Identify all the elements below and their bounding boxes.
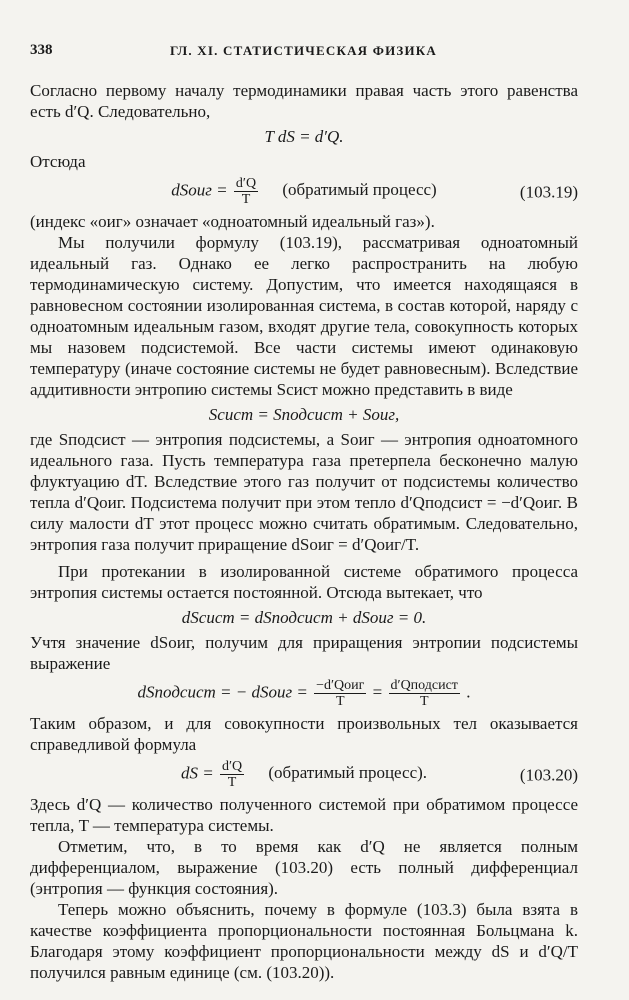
denominator: T bbox=[419, 694, 429, 709]
equals-sign: = bbox=[372, 682, 383, 702]
running-title: ГЛ. XI. СТАТИСТИЧЕСКАЯ ФИЗИКА bbox=[170, 43, 437, 58]
paragraph: При протекании в изолированной системе обратимого процесса энтропия системы остается постоянной. Отсюда вытекает, что bbox=[30, 562, 578, 602]
period: . bbox=[466, 682, 471, 702]
paragraph: Отметим, что, в то время как d′Q не является полным дифференциалом, выражение (103.20) есть полный дифференциал (энтропия — функция состояния). bbox=[30, 837, 578, 898]
page-header bbox=[30, 40, 600, 62]
fraction bbox=[234, 176, 258, 207]
paragraph: Отсюда bbox=[30, 152, 86, 171]
equation-number: (103.20) bbox=[519, 765, 578, 784]
equation-note: (обратимый процесс). bbox=[268, 763, 428, 783]
equation-lhs: dSоиг = bbox=[171, 180, 228, 200]
numerator: d′Qподсист bbox=[390, 678, 458, 693]
equation-lhs: dSподсист = − dSоиг = bbox=[137, 682, 308, 702]
paragraph: Теперь можно объяснить, почему в формуле (103.3) была взята в качестве коэффициента пропорциональности постоянная Больцмана k. Благодаря этому коэффициент пропорциональности между dS и d′Q/T получился равным единице (см. (103.20)). bbox=[30, 900, 578, 982]
equation-lhs: dS = bbox=[180, 763, 214, 783]
numerator: −d′Qоиг bbox=[316, 678, 365, 693]
paragraph: Таким образом, и для совокупности произвольных тел оказывается справедливой формула bbox=[30, 714, 578, 754]
paragraph: (индекс «оиг» означает «одноатомный идеальный газ»). bbox=[30, 212, 435, 231]
equation bbox=[30, 404, 578, 425]
equation-text: Sсист = Sподсист + Sоиг, bbox=[208, 405, 400, 424]
denominator: T bbox=[241, 192, 251, 207]
equation bbox=[30, 607, 578, 628]
fraction bbox=[389, 678, 460, 709]
equation bbox=[30, 126, 578, 147]
equation-text: dSсист = dSподсист + dSоиг = 0. bbox=[181, 608, 427, 627]
page-body bbox=[30, 80, 578, 983]
equation-text: T dS = d′Q. bbox=[264, 127, 344, 146]
paragraph: Учтя значение dSоиг, получим для приращения энтропии подсистемы выражение bbox=[30, 633, 578, 673]
equation-103-19 bbox=[30, 176, 578, 207]
equation bbox=[30, 678, 578, 709]
numerator: d′Q bbox=[235, 176, 257, 191]
paragraph: Мы получили формулу (103.19), рассматривая одноатомный идеальный газ. Однако ее легко распространить на любую термодинамическую систему. Допустим, что имеется находящаяся в равновесном состоянии изолированная система, в состав которой, наряду с одноатомным идеальным газом, входят другие тела, совокупность которых мы назовем подсистемой. Все части системы имеют одинаковую температуру (иначе состояние системы не будет равновесным). Вследствие аддитивности энтропию системы Sсист можно представить в виде bbox=[30, 233, 578, 399]
equation-103-20 bbox=[30, 759, 578, 790]
fraction bbox=[314, 678, 366, 709]
numerator: d′Q bbox=[221, 759, 243, 774]
equation-note: (обратимый процесс) bbox=[282, 180, 437, 200]
denominator: T bbox=[227, 775, 237, 790]
paragraph: где Sподсист — энтропия подсистемы, а Sоиг — энтропия одноатомного идеального газа. Пусть температура газа претерпела бесконечно малую флуктуацию dT. Вследствие этого газ получит от подсистемы количество тепла d′Qоиг. Подсистема получит при этом тепло d′Qподсист = −d′Qоиг. В силу малости dT этот процесс можно считать обратимым. Следовательно, энтропия газа получит приращение dSоиг = d′Qоиг/T. bbox=[30, 430, 578, 554]
denominator: T bbox=[335, 694, 345, 709]
equation-number: (103.19) bbox=[519, 182, 578, 201]
paragraph: Согласно первому началу термодинамики правая часть этого равенства есть d′Q. Следовательно, bbox=[30, 81, 578, 121]
page-number: 338 bbox=[30, 42, 53, 58]
fraction bbox=[220, 759, 244, 790]
paragraph: Здесь d′Q — количество полученного системой при обратимом процессе тепла, T — температура системы. bbox=[30, 795, 578, 835]
